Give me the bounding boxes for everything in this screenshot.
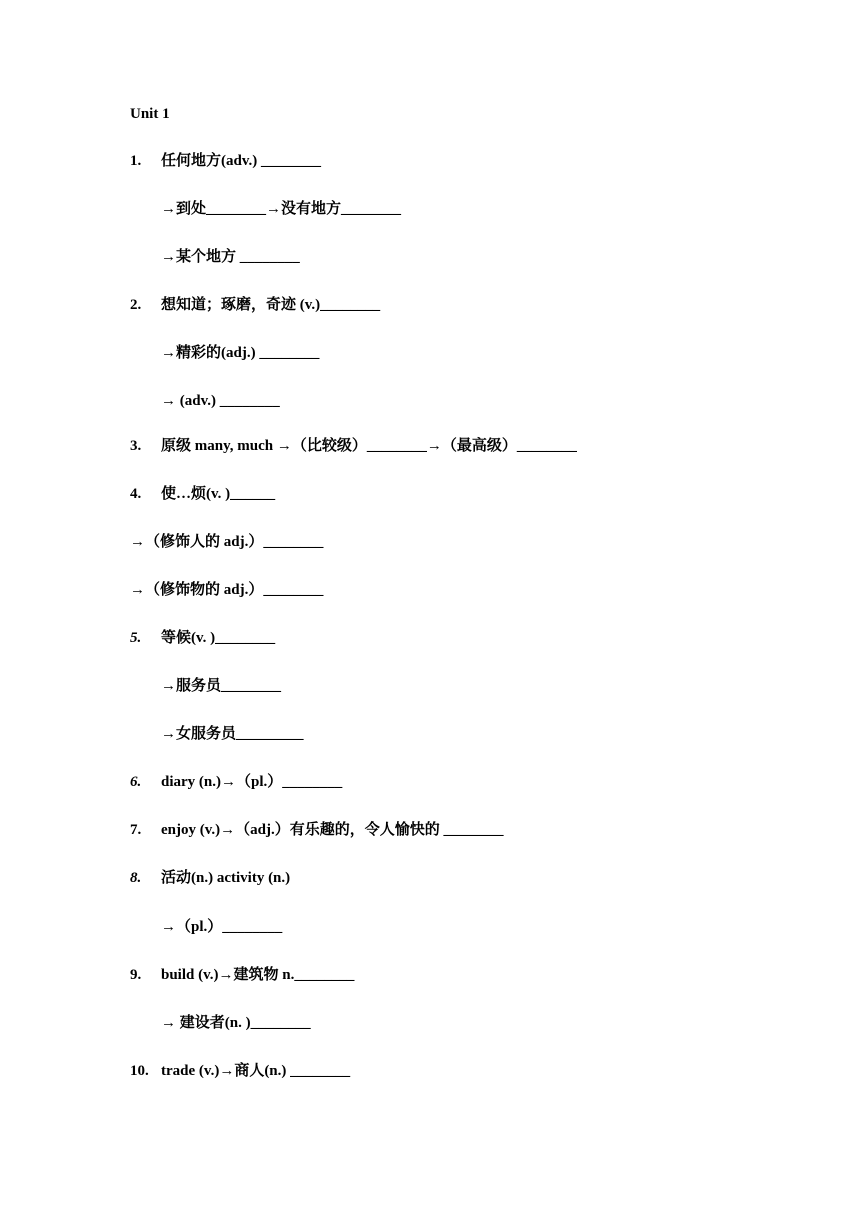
item-number: 2. [130,297,142,313]
item-text: 任何地方(adv.) ________ [161,153,322,169]
item-number: 8. [130,870,142,886]
item-number: 5. [130,630,142,646]
item-4 [130,484,275,504]
item-number: 9. [130,967,142,983]
item-8-sub-1: →（pl.）________ [161,919,283,935]
item-3 [130,436,577,456]
item-text: build (v.)→建筑物 n.________ [161,967,355,983]
item-8 [130,868,290,888]
item-number: 4. [130,486,142,502]
item-text: 原级 many, much →（比较级）________→（最高级）________ [161,438,577,454]
item-number: 10. [130,1063,149,1079]
item-10 [130,1061,350,1081]
item-text: enjoy (v.)→（adj.）有乐趣的，令人愉快的 ________ [161,822,504,838]
item-5-sub-1: →服务员________ [161,678,282,694]
item-5 [130,628,275,648]
item-text: 等候(v. )________ [161,630,276,646]
item-number: 3. [130,438,142,454]
item-number: 6. [130,774,142,790]
item-7 [130,820,504,840]
item-1-sub-1: →到处________→没有地方________ [161,201,402,217]
item-number: 7. [130,822,142,838]
item-1 [130,151,321,171]
item-text: 想知道；琢磨，奇迹 (v.)________ [161,297,381,313]
item-text: trade (v.)→商人(n.) ________ [161,1063,351,1079]
item-5-sub-2: →女服务员_________ [161,726,304,742]
item-9-sub-1: → 建设者(n. )________ [161,1015,311,1031]
unit-title: Unit 1 [130,106,170,122]
item-2-sub-2: → (adv.) ________ [161,393,280,409]
item-text: 使…烦(v. )______ [161,486,276,502]
item-2-sub-1: →精彩的(adj.) ________ [161,345,320,361]
item-text: diary (n.)→（pl.）________ [161,774,343,790]
item-4-sub-1: →（修饰人的 adj.）________ [130,534,324,550]
item-4-sub-2: →（修饰物的 adj.）________ [130,582,324,598]
item-number: 1. [130,153,142,169]
item-1-sub-2: →某个地方 ________ [161,249,300,265]
item-9 [130,965,354,985]
item-text: 活动(n.) activity (n.) [161,870,291,886]
item-2 [130,295,380,315]
item-6 [130,772,342,792]
